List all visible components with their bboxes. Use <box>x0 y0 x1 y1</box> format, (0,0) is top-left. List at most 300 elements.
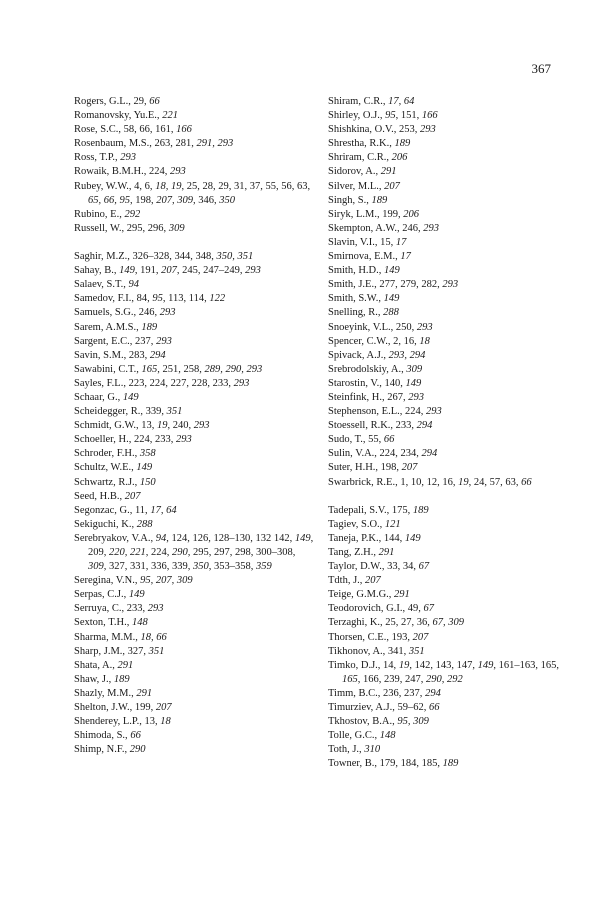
page-ref-italic: 291 <box>380 166 397 178</box>
page-ref-italic: 66 <box>521 476 532 488</box>
page-ref-italic: 19 <box>157 420 168 432</box>
entry-text: Shishkina, O.V., 253, <box>328 124 420 136</box>
index-entry <box>328 447 568 461</box>
entry-text: Segonzac, G., 11, <box>74 504 151 516</box>
page-ref-italic: 309 <box>88 561 104 573</box>
entry-text: , 113, 114, <box>162 293 210 305</box>
index-entry <box>74 504 314 518</box>
index-entry <box>328 194 568 208</box>
section-gap <box>74 236 314 250</box>
entry-text: Serpas, C.J., <box>74 589 129 601</box>
index-entry <box>328 602 568 616</box>
entry-text: Sidorov, A., <box>328 166 381 178</box>
page-ref-italic: 207 <box>124 490 141 502</box>
page-ref-italic: 293 <box>245 265 261 277</box>
entry-text: Shata, A., <box>74 659 118 671</box>
entry-text: Rogers, G.L., 29, <box>74 96 150 107</box>
page-ref-italic: 290 <box>129 744 146 756</box>
entry-text: , 25, 28, 29, 31, 37, 55, 56, 63, <box>181 180 311 192</box>
page-ref-italic: 294 <box>425 687 441 699</box>
page-ref-italic: 65, 66, 95 <box>88 194 130 206</box>
index-entry <box>328 377 568 391</box>
page-ref-italic: 67 <box>423 603 434 615</box>
page-ref-italic: 18, 19 <box>155 180 182 192</box>
page-ref-italic: 67, 309 <box>432 617 465 629</box>
page-ref-italic: 291 <box>378 547 395 558</box>
entry-text: , 124, 126, 128–130, 132 142, <box>166 532 295 544</box>
entry-text: , 209, <box>88 532 314 558</box>
entry-text: Teodorovich, G.I., 49, <box>328 603 424 615</box>
index-entry <box>328 504 568 518</box>
page-ref-italic: 148 <box>131 617 148 629</box>
entry-text: Ross, T.P., <box>74 152 121 164</box>
index-entry <box>74 151 314 165</box>
entry-text: Smith, S.W., <box>328 293 384 305</box>
page-ref-italic: 290, 292 <box>426 673 463 685</box>
index-entry <box>328 659 568 687</box>
index-entry <box>74 461 314 475</box>
entry-text: , 24, 57, 63, <box>468 476 522 488</box>
page-ref-italic: 189 <box>113 673 130 685</box>
page-ref-italic: 358 <box>139 448 156 460</box>
section-gap <box>328 490 568 504</box>
index-entry <box>74 377 314 391</box>
entry-text: Sargent, E.C., 237, <box>74 335 157 347</box>
index-entry <box>328 701 568 715</box>
index-entry <box>74 264 314 278</box>
page-ref-italic: 291 <box>117 659 134 671</box>
page-ref-italic: 293 <box>423 222 440 234</box>
index-entry <box>74 321 314 335</box>
index-entry <box>328 391 568 405</box>
entry-text: Seed, H.B., <box>74 490 125 502</box>
entry-text: Smith, H.D., <box>328 265 385 277</box>
index-entry <box>74 490 314 504</box>
index-entry <box>328 743 568 757</box>
entry-text: Sawabini, C.T., <box>74 363 142 375</box>
page-ref-italic: 149 <box>136 462 153 474</box>
page-ref-italic: 67 <box>418 561 430 573</box>
page-ref-italic: 189 <box>442 758 459 770</box>
entry-text: Schwartz, R.J., <box>74 476 140 488</box>
index-entry <box>328 729 568 743</box>
entry-text: Shazly, M.M., <box>74 687 137 699</box>
page-ref-italic: 351 <box>148 645 165 657</box>
index-column-left <box>74 95 314 757</box>
index-entry <box>74 363 314 377</box>
entry-text: Sekiguchi, K., <box>74 518 137 530</box>
entry-text: Samedov, F.I., 84, <box>74 293 153 305</box>
index-entry <box>328 546 568 560</box>
entry-text: Serebryakov, V.A., <box>74 532 156 544</box>
page-ref-italic: 293 <box>159 307 176 319</box>
entry-text: Spivack, A.J., <box>328 349 389 361</box>
page-ref-italic: 292 <box>124 208 141 220</box>
entry-text: Scheidegger, R., 339, <box>74 406 167 418</box>
index-entry <box>328 151 568 165</box>
index-entry <box>74 687 314 701</box>
entry-text: , 240, <box>167 420 194 432</box>
index-entry <box>74 659 314 673</box>
entry-text: Samuels, S.G., 246, <box>74 307 160 319</box>
index-entry <box>328 687 568 701</box>
entry-text: Toth, J., <box>328 744 365 756</box>
page-ref-italic: 359 <box>256 561 272 573</box>
page-ref-italic: 351 <box>166 406 183 418</box>
entry-text: Suter, H.H., 198, <box>328 462 402 474</box>
entry-text: Shaw, J., <box>74 673 114 685</box>
index-entry <box>328 236 568 250</box>
page-ref-italic: 293 <box>193 420 210 432</box>
entry-text: Seregina, V.N., <box>74 575 141 587</box>
entry-text: Taylor, D.W., 33, 34, <box>328 561 419 573</box>
entry-text: Shenderey, L.P., 13, <box>74 716 161 728</box>
index-entry <box>328 405 568 419</box>
entry-text: Serruya, C., 233, <box>74 603 148 615</box>
index-entry <box>328 616 568 630</box>
entry-text: Tikhonov, A., 341, <box>328 645 409 657</box>
entry-text: Towner, B., 179, 184, 185, <box>328 758 443 770</box>
page-ref-italic: 148 <box>379 730 396 742</box>
index-entry <box>74 250 314 264</box>
index-entry <box>328 349 568 363</box>
index-entry <box>74 95 314 109</box>
page-ref-italic: 18, 66 <box>140 631 167 643</box>
entry-text: Rowaik, B.M.H., 224, <box>74 166 170 178</box>
entry-text: Schultz, W.E., <box>74 462 137 474</box>
index-entry <box>74 109 314 123</box>
page-ref-italic: 95 <box>152 293 163 305</box>
entry-text: Sexton, T.H., <box>74 617 132 629</box>
entry-text: Tdth, J., <box>328 575 366 587</box>
entry-text: Timm, B.C., 236, 237, <box>328 687 426 699</box>
entry-text: Tagiev, S.O., <box>328 518 385 530</box>
page-ref-italic: 18 <box>160 716 171 728</box>
index-entry <box>328 321 568 335</box>
page-ref-italic: 150 <box>139 476 156 488</box>
page-ref-italic: 95, 309 <box>397 716 429 728</box>
page-ref-italic: 220, 221 <box>109 547 146 558</box>
page-ref-italic: 350, 351 <box>216 251 254 263</box>
page-ref-italic: 293 <box>147 603 164 615</box>
index-entry <box>328 250 568 264</box>
index-entry <box>328 461 568 475</box>
entry-text: Snelling, R., <box>328 307 384 319</box>
index-entry <box>74 532 314 574</box>
entry-text: Slavin, V.I., 15, <box>328 236 396 248</box>
entry-text: , 245, 247–249, <box>176 265 246 277</box>
index-entry <box>328 109 568 123</box>
page-ref-italic: 351 <box>408 645 425 657</box>
index-entry <box>74 123 314 137</box>
entry-text: , 224, <box>145 547 172 558</box>
page-ref-italic: 149 <box>383 293 400 305</box>
entry-text: Timurziev, A.J., 59–62, <box>328 702 430 714</box>
index-entry <box>74 391 314 405</box>
page-ref-italic: 291 <box>136 687 153 699</box>
page-ref-italic: 293 <box>120 152 137 164</box>
page-ref-italic: 288 <box>383 307 399 319</box>
index-entry <box>74 349 314 363</box>
index-entry <box>74 588 314 602</box>
index-entry <box>74 743 314 757</box>
entry-text: Terzaghi, K., 25, 27, 36, <box>328 617 433 629</box>
index-entry <box>328 532 568 546</box>
index-entry <box>74 433 314 447</box>
page-ref-italic: 293 <box>419 124 436 136</box>
entry-text: , 161–163, 165, <box>493 659 559 671</box>
page-ref-italic: 66 <box>149 96 160 107</box>
page-ref-italic: 166 <box>421 110 438 122</box>
index-entry <box>74 165 314 179</box>
entry-text: Spencer, C.W., 2, 16, <box>328 335 420 347</box>
entry-text: Shriram, C.R., <box>328 152 392 164</box>
entry-text: Rosenbaum, M.S., 263, 281, <box>74 138 197 150</box>
page-ref-italic: 149 <box>294 532 311 544</box>
entry-text: Russell, W., 295, 296, <box>74 222 169 234</box>
page-ref-italic: 293, 294 <box>388 349 426 361</box>
page-ref-italic: 149 <box>405 377 422 389</box>
page-ref-italic: 310 <box>364 744 381 756</box>
page-ref-italic: 122 <box>209 293 226 305</box>
index-entry <box>328 419 568 433</box>
page-ref-italic: 207 <box>155 702 172 714</box>
index-entry <box>74 180 314 208</box>
page-ref-italic: 17, 64 <box>150 504 177 516</box>
index-entry <box>74 518 314 532</box>
entry-text: Sahay, B., <box>74 265 120 277</box>
entry-text: , 151, <box>395 110 422 122</box>
index-entry <box>328 306 568 320</box>
index-entry <box>74 306 314 320</box>
index-entry <box>74 715 314 729</box>
page-ref-italic: 166 <box>176 124 192 136</box>
page-ref-italic: 294 <box>416 420 433 432</box>
page-ref-italic: 19 <box>458 476 469 488</box>
page-ref-italic: 207 <box>401 462 418 474</box>
entry-text: , 327, 331, 336, 339, <box>103 561 193 573</box>
entry-text: 295, 297, 298, 300–308, <box>190 547 296 558</box>
entry-text: Tadepali, S.V., 175, <box>328 504 413 516</box>
entry-text: Swarbrick, R.E., 1, 10, 12, 16, <box>328 476 459 488</box>
page-ref-italic: 206 <box>403 208 420 220</box>
page-ref-italic: 17 <box>395 236 407 248</box>
page-ref-italic: 149 <box>384 265 400 277</box>
index-entry <box>328 363 568 377</box>
entry-text: Stephenson, E.L., 224, <box>328 406 426 418</box>
entry-text: , 191, <box>134 265 162 277</box>
entry-text: Schmidt, G.W., 13, <box>74 420 158 432</box>
index-entry <box>328 292 568 306</box>
index-entry <box>328 95 568 109</box>
page-ref-italic: 189 <box>394 138 411 150</box>
page-ref-italic: 293 <box>408 391 424 403</box>
entry-text: Rubey, W.W., 4, 6, <box>74 180 156 192</box>
index-entry <box>74 631 314 645</box>
page-ref-italic: 291, 293 <box>196 138 234 150</box>
entry-text: Shimp, N.F., <box>74 744 130 756</box>
page-ref-italic: 189 <box>371 194 388 206</box>
page-ref-italic: 291 <box>394 589 410 601</box>
index-entry <box>74 278 314 292</box>
index-entry <box>74 645 314 659</box>
entry-text: Singh, S., <box>328 194 372 206</box>
index-entry <box>328 335 568 349</box>
index-entry <box>328 278 568 292</box>
entry-text: Tolle, G.C., <box>328 730 380 742</box>
page-ref-italic: 293 <box>442 279 459 291</box>
entry-text: Rose, S.C., 58, 66, 161, <box>74 124 177 136</box>
page-ref-italic: 149 <box>477 659 494 671</box>
page-ref-italic: 293 <box>169 166 186 178</box>
entry-text: Timko, D.J., 14, <box>328 659 399 671</box>
entry-text: Schaar, G., <box>74 391 123 403</box>
index-entry <box>328 165 568 179</box>
index-entry <box>74 419 314 433</box>
index-entry <box>328 222 568 236</box>
page-ref-italic: 294 <box>421 448 438 460</box>
page-ref-italic: 149 <box>404 532 421 544</box>
index-entry <box>74 602 314 616</box>
entry-text: Taneja, P.K., 144, <box>328 532 405 544</box>
index-entry <box>328 476 568 490</box>
entry-text: Shrestha, R.K., <box>328 138 395 150</box>
entry-text: , 142, 143, 147, <box>409 659 478 671</box>
page-ref-italic: 350 <box>219 194 235 206</box>
entry-text: Romanovsky, Yu.E., <box>74 110 163 122</box>
page-ref-italic: 17 <box>400 251 411 263</box>
page-ref-italic: 165 <box>342 673 358 685</box>
entry-text: Smirnova, E.M., <box>328 251 401 263</box>
entry-text: Silver, M.L., <box>328 180 385 192</box>
index-entry <box>328 560 568 574</box>
entry-text: , 251, 258, <box>157 363 205 375</box>
index-entry <box>328 123 568 137</box>
page-ref-italic: 189 <box>141 321 158 333</box>
index-entry <box>74 137 314 151</box>
page-ref-italic: 207 <box>365 575 381 587</box>
page-ref-italic: 290, <box>172 547 191 558</box>
page-ref-italic: 149 <box>122 391 139 403</box>
entry-text: Rubino, E., <box>74 208 125 220</box>
index-entry <box>74 616 314 630</box>
entry-text: Shimoda, S., <box>74 730 131 742</box>
index-entry <box>74 701 314 715</box>
index-entry <box>328 180 568 194</box>
entry-text: Skempton, A.W., 246, <box>328 222 424 234</box>
page-ref-italic: 207 <box>161 265 177 277</box>
entry-text: Smith, J.E., 277, 279, 282, <box>328 279 443 291</box>
page-ref-italic: 350 <box>193 561 209 573</box>
page-ref-italic: 288 <box>136 518 153 530</box>
entry-text: Tang, Z.H., <box>328 547 379 558</box>
index-entry <box>328 645 568 659</box>
page-ref-italic: 19 <box>398 659 410 671</box>
page-ref-italic: 293 <box>156 335 172 347</box>
page-ref-italic: 66 <box>429 702 440 714</box>
entry-text: Shiram, C.R., <box>328 96 389 107</box>
index-entry <box>328 433 568 447</box>
entry-text: Sudo, T., 55, <box>328 434 384 446</box>
page-number: 367 <box>531 61 551 76</box>
entry-text: Sulin, V.A., 224, 234, <box>328 448 422 460</box>
entry-text: Schroder, F.H., <box>74 448 140 460</box>
index-entry <box>74 292 314 306</box>
index-entry <box>74 222 314 236</box>
entry-text: Schoeller, H., 224, 233, <box>74 434 176 446</box>
index-entry <box>74 673 314 687</box>
index-entry <box>328 208 568 222</box>
entry-text: Steinfink, H., 267, <box>328 391 409 403</box>
page-ref-italic: 17, 64 <box>388 96 415 107</box>
index-entry <box>74 335 314 349</box>
entry-text: Shelton, J.W., 199, <box>74 702 156 714</box>
entry-text: Srebrodolskiy, A., <box>328 363 407 375</box>
index-entry <box>328 264 568 278</box>
page-ref-italic: 207 <box>384 180 400 192</box>
index-entry <box>74 574 314 588</box>
index-entry <box>74 729 314 743</box>
index-entry <box>328 631 568 645</box>
entry-text: Siryk, L.M., 199, <box>328 208 404 220</box>
entry-text: , 353–358, <box>208 561 256 573</box>
index-column-right <box>328 95 568 772</box>
page-ref-italic: 189 <box>412 504 429 516</box>
entry-text: Stoessell, R.K., 233, <box>328 420 417 432</box>
page-ref-italic: 94 <box>128 279 140 291</box>
page-ref-italic: 149 <box>119 265 135 277</box>
entry-text: Sarem, A.M.S., <box>74 321 142 333</box>
page-ref-italic: 206 <box>391 152 408 164</box>
page-ref-italic: 294 <box>149 349 166 361</box>
index-entry <box>74 208 314 222</box>
page-ref-italic: 18 <box>419 335 430 347</box>
page-ref-italic: 66 <box>383 434 395 446</box>
page-ref-italic: 207, 309, <box>156 194 196 206</box>
page-ref-italic: 289, 290, 293 <box>204 363 263 375</box>
page-ref-italic: 66 <box>130 730 141 742</box>
index-entry <box>328 715 568 729</box>
entry-text: 346, <box>195 194 220 206</box>
entry-text: Savin, S.M., 283, <box>74 349 150 361</box>
page-ref-italic: 293 <box>426 406 442 418</box>
entry-text: Teige, G.M.G., <box>328 589 395 601</box>
index-entry <box>328 137 568 151</box>
page-ref-italic: 207 <box>412 631 429 643</box>
entry-text: Saghir, M.Z., 326–328, 344, 348, <box>74 251 217 263</box>
page-ref-italic: 293 <box>175 434 192 446</box>
entry-text: Starostin, V., 140, <box>328 377 406 389</box>
page-ref-italic: 309 <box>168 222 185 234</box>
page-ref-italic: 95, 207, 309 <box>140 575 193 587</box>
index-entry <box>328 588 568 602</box>
entry-text: Shirley, O.J., <box>328 110 386 122</box>
entry-text: Sharp, J.M., 327, <box>74 645 149 657</box>
index-entry <box>328 757 568 771</box>
entry-text: , 166, 239, 247, <box>357 673 426 685</box>
page-ref-italic: 94 <box>155 532 167 544</box>
page-ref-italic: 293 <box>416 321 433 333</box>
entry-text: Sharma, M.M., <box>74 631 141 643</box>
index-entry <box>328 574 568 588</box>
page-ref-italic: 165 <box>141 363 158 375</box>
entry-text: Sayles, F.L., 223, 224, 227, 228, 233, <box>74 377 234 389</box>
entry-text: , 198, <box>130 194 157 206</box>
entry-text: Tkhostov, B.A., <box>328 716 398 728</box>
entry-text: Salaev, S.T., <box>74 279 129 291</box>
index-entry <box>74 476 314 490</box>
index-entry <box>74 447 314 461</box>
